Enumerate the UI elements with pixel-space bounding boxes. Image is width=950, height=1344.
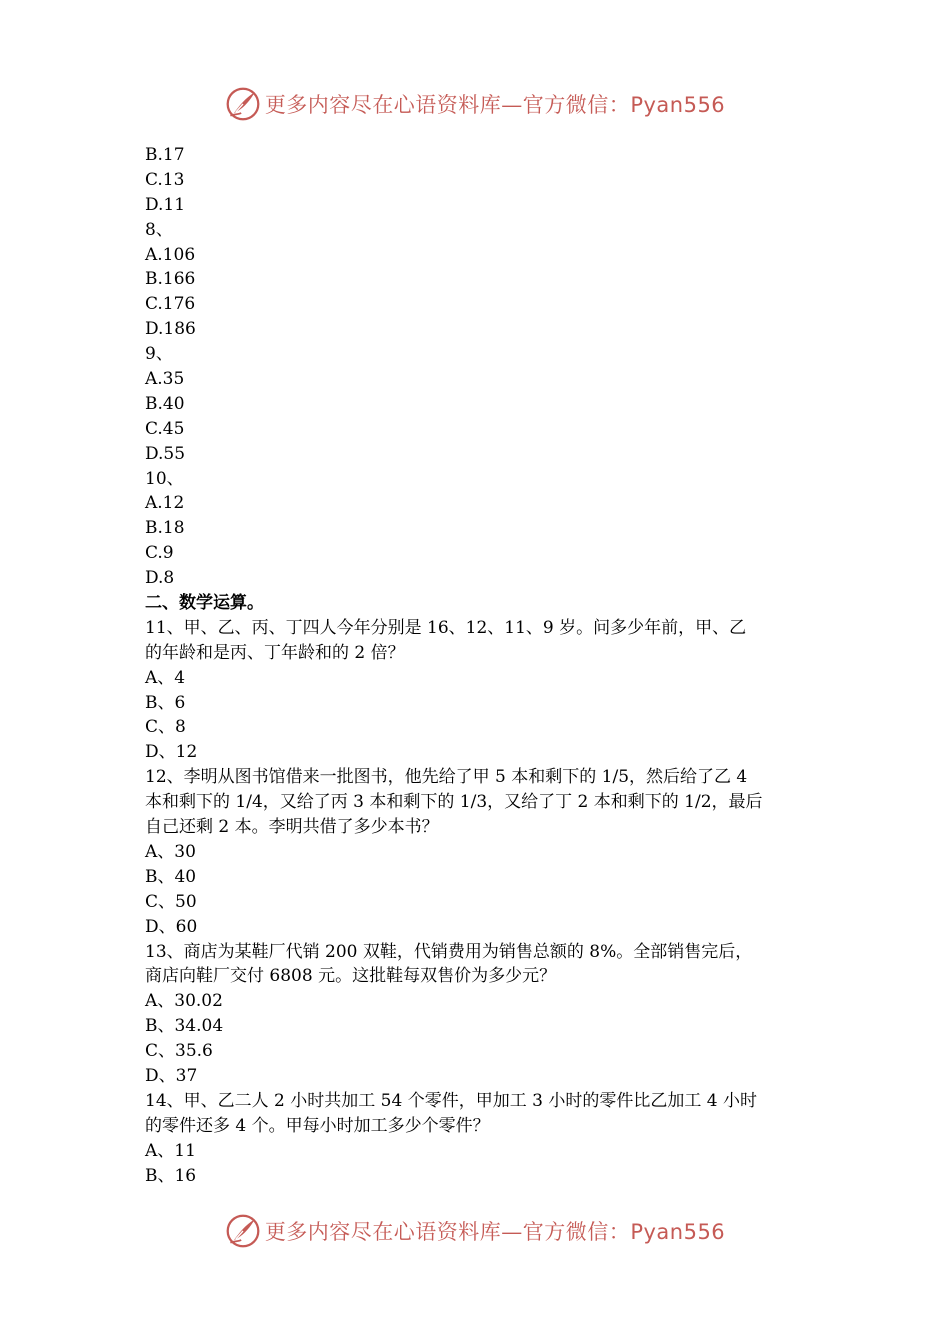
question-stem-line: 13、商店为某鞋厂代销 200 双鞋，代销费用为销售总额的 8%。全部销售完后， (145, 941, 753, 962)
question-number: 9、 (145, 344, 173, 365)
document-body (145, 143, 810, 1188)
option-line: A、30 (145, 841, 196, 862)
question-stem-line: 的年龄和是丙、丁年龄和的 2 倍？ (145, 642, 405, 663)
option-line: B.17 (145, 145, 185, 165)
question-stem-line: 本和剩下的 1/4，又给了丙 3 本和剩下的 1/3，又给了丁 2 本和剩下的 1/2，最后 (145, 792, 763, 813)
option-line: C.45 (145, 418, 185, 439)
option-line: B.40 (145, 393, 185, 414)
option-line: A、4 (145, 667, 186, 688)
section-heading: 二、数学运算。 (145, 593, 264, 614)
question-number: 8、 (145, 219, 173, 240)
option-line: A.35 (145, 369, 185, 390)
option-line: D.8 (145, 568, 175, 589)
footer-banner (0, 1211, 950, 1251)
question-number: 10、 (145, 468, 184, 489)
wechat-id: Pyan556 (630, 93, 726, 117)
option-line: C.9 (145, 543, 174, 564)
feather-pen-logo-icon (225, 86, 261, 122)
option-line: D、60 (145, 916, 198, 937)
wechat-id: Pyan556 (630, 1220, 726, 1244)
question-stem-line: 14、甲、乙二人 2 小时共加工 54 个零件，甲加工 3 小时的零件比乙加工 4 小时 (145, 1090, 757, 1111)
header-banner (0, 84, 950, 124)
option-line: D、37 (145, 1065, 198, 1086)
option-line: A、30.02 (145, 991, 223, 1012)
question-stem-line: 自己还剩 2 本。李明共借了多少本书？ (145, 817, 439, 838)
question-stem-line: 12、李明从图书馆借来一批图书，他先给了甲 5 本和剩下的 1/5，然后给了乙 4 (145, 767, 748, 788)
option-line: C、35.6 (145, 1041, 213, 1062)
option-line: B、34.04 (145, 1016, 224, 1037)
option-line: A、11 (145, 1140, 196, 1161)
option-line: B、40 (145, 866, 197, 887)
option-line: C、50 (145, 891, 197, 912)
option-line: A.12 (145, 493, 185, 514)
option-line: B.166 (145, 269, 196, 290)
option-line: B、6 (145, 692, 186, 713)
option-line: C.13 (145, 169, 185, 190)
option-line: C、8 (145, 717, 186, 738)
option-line: D.186 (145, 319, 196, 340)
question-stem-line: 的零件还多 4 个。甲每小时加工多少个零件？ (145, 1115, 490, 1136)
option-line: C.176 (145, 294, 196, 315)
option-line: B、16 (145, 1165, 197, 1186)
option-line: B.18 (145, 518, 185, 539)
question-stem-line: 11、甲、乙、丙、丁四人今年分别是 16、12、11、9 岁。问多少年前，甲、乙 (145, 617, 747, 638)
option-line: A.106 (145, 244, 196, 265)
option-line: D、12 (145, 742, 198, 763)
banner-text: 更多内容尽在心语资料库—官方微信：Pyan556 (264, 1220, 726, 1244)
question-stem-line: 商店向鞋厂交付 6808 元。这批鞋每双售价为多少元？ (145, 966, 557, 987)
option-line: D.11 (145, 194, 186, 215)
option-line: D.55 (145, 443, 186, 464)
banner-text: 更多内容尽在心语资料库—官方微信：Pyan556 (264, 93, 726, 117)
feather-pen-logo-icon (225, 1213, 261, 1249)
